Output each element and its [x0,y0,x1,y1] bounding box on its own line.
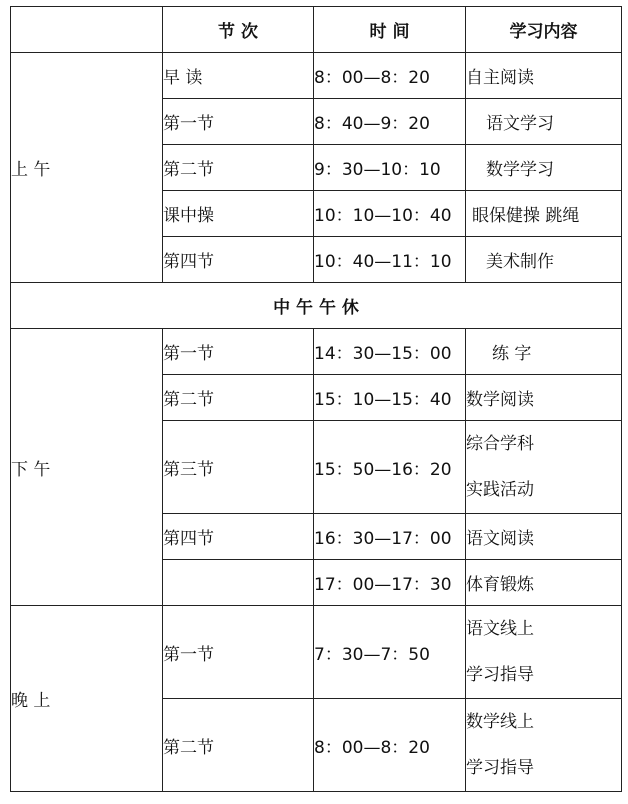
noon-row [11,283,622,329]
header-row [11,7,622,53]
time-cell: 7：30—7：50 [314,606,466,699]
time-cell: 8：40—9：20 [314,99,466,145]
period-cell: 第一节 [163,606,314,699]
noon-break-label: 中 午 午 休 [11,283,622,329]
period-cell: 第四节 [163,514,314,560]
content-cell [466,606,622,699]
morning-label: 上 午 [11,53,163,283]
content-cell [466,421,622,514]
period-cell: 第三节 [163,421,314,514]
time-cell: 15：10—15：40 [314,375,466,421]
content-line: 语文线上 [466,619,534,639]
afternoon-label: 下 午 [11,329,163,606]
table-row [11,53,622,99]
time-cell: 8：00—8：20 [314,699,466,792]
period-cell: 第二节 [163,145,314,191]
table-row [11,329,622,375]
period-cell: 早 读 [163,53,314,99]
header-blank-cell [11,7,163,53]
content-cell: 语文学习 [466,99,622,145]
content-line: 综合学科 [466,434,534,454]
content-line: 实践活动 [466,480,534,500]
period-cell: 第一节 [163,99,314,145]
period-cell: 第四节 [163,237,314,283]
content-cell: 数学阅读 [466,375,622,421]
content-cell: 眼保健操 跳绳 [466,191,622,237]
period-cell: 第一节 [163,329,314,375]
evening-label: 晚 上 [11,606,163,792]
content-cell: 体育锻炼 [466,560,622,606]
content-cell: 语文阅读 [466,514,622,560]
content-line: 学习指导 [466,665,534,685]
time-cell: 14：30—15：00 [314,329,466,375]
period-cell: 课中操 [163,191,314,237]
time-cell: 9：30—10：10 [314,145,466,191]
content-line: 数学线上 [466,712,534,732]
content-line: 学习指导 [466,758,534,778]
content-cell: 练 字 [466,329,622,375]
period-cell: 第二节 [163,375,314,421]
period-cell [163,560,314,606]
time-cell: 8：00—8：20 [314,53,466,99]
header-period: 节 次 [163,7,314,53]
time-cell: 10：10—10：40 [314,191,466,237]
schedule-table [10,6,622,792]
content-cell: 数学学习 [466,145,622,191]
period-cell: 第二节 [163,699,314,792]
time-cell: 10：40—11：10 [314,237,466,283]
time-cell: 15：50—16：20 [314,421,466,514]
time-cell: 16：30—17：00 [314,514,466,560]
header-time: 时 间 [314,7,466,53]
header-content: 学习内容 [466,7,622,53]
time-cell: 17：00—17：30 [314,560,466,606]
content-cell [466,699,622,792]
table-row [11,606,622,699]
content-cell: 美术制作 [466,237,622,283]
content-cell: 自主阅读 [466,53,622,99]
